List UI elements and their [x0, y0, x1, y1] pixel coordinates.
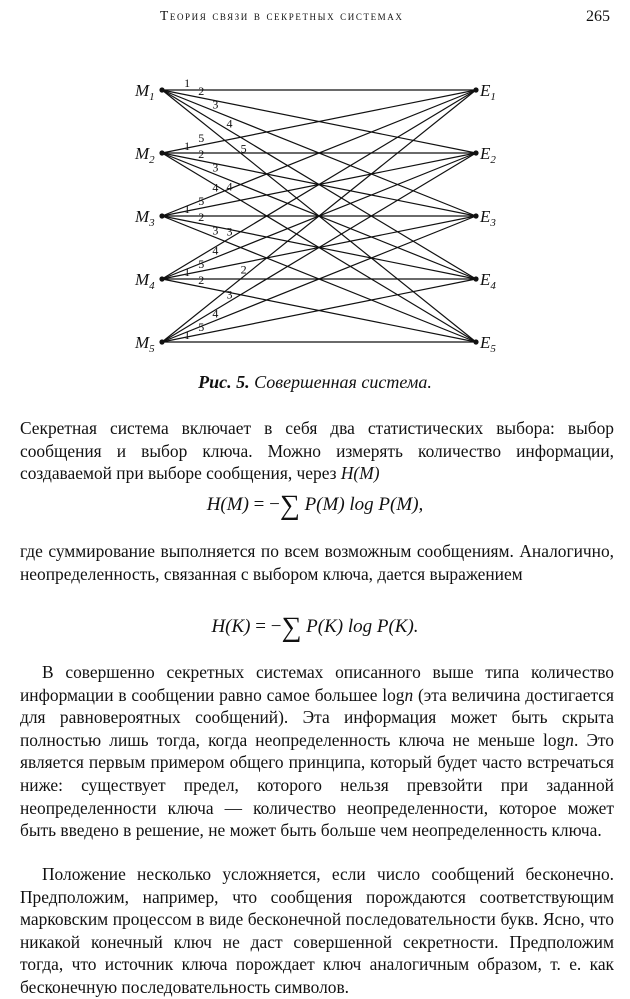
p3-n-2: n	[565, 729, 574, 750]
label-e2: $E_2$	[480, 144, 496, 166]
eq2-sum: ∑	[281, 612, 302, 643]
node-e1	[473, 87, 478, 92]
eq2-minus: −	[270, 616, 282, 637]
formula-entropy-key	[0, 612, 630, 644]
key-label-m1-e4: 4	[226, 116, 233, 131]
key-label-m3-e3: 1	[184, 202, 191, 216]
key-label-m2-e3: 2	[198, 146, 205, 161]
eq1-minus: −	[269, 494, 280, 515]
paragraph-4	[20, 863, 614, 999]
key-label-m3-e4: 2	[198, 209, 205, 224]
paragraph-2	[20, 540, 614, 585]
key-label-m4-e1: 3	[226, 224, 233, 239]
label-m4: $M_4$	[135, 270, 155, 292]
eq1-right: P(M) log P(M),	[304, 494, 424, 515]
node-e4	[473, 276, 478, 281]
key-label-m2-e1: 5	[198, 131, 205, 146]
key-label-m2-e4: 3	[212, 160, 219, 175]
node-e2	[473, 150, 478, 155]
p2-text: где суммирование выполняется по всем возможным сообщениям. Аналогично, неопределенность, связанная с выбором ключа, дается выражением	[20, 541, 614, 584]
eq2-right: P(K) log P(K).	[306, 616, 419, 637]
key-label-m4-e5: 2	[198, 272, 205, 287]
label-m1: $M_1$	[135, 81, 155, 103]
node-m1	[159, 87, 164, 92]
p1-text: Секретная система включает в себя два статистических выбора: выбор сообщения и выбор ключа. Можно измерять количество информации, создаваемой при выборе сообщения, через	[20, 418, 614, 484]
caption-label: Рис. 5.	[198, 372, 250, 392]
key-label-m1-e3: 3	[212, 97, 219, 112]
eq1-left: H(M)	[206, 494, 249, 515]
key-label-m5-e1: 2	[240, 262, 247, 277]
key-label-m5-e2: 3	[226, 287, 233, 302]
running-title: Теория связи в секретных системах	[160, 8, 404, 23]
p3-part-c: . Это является первым примером общего принципа, который будет часто встречаться ниже: существует предел, которого нельзя превзойти при заданной неопределенности ключа — количество неопределенности, которое может быть введено в решение, не может быть больше чем неопределенность ключа.	[20, 729, 614, 841]
key-label-m1-e2: 2	[198, 83, 205, 98]
key-label-m4-e4: 1	[184, 265, 191, 279]
perfect-system-diagram	[0, 62, 630, 362]
p3-n-1: n	[404, 684, 414, 705]
paragraph-3	[20, 661, 614, 842]
page-number: 265	[586, 8, 610, 25]
node-e3	[473, 213, 478, 218]
node-m2	[159, 150, 164, 155]
key-label-m5-e5: 1	[184, 328, 191, 342]
key-label-m3-e5: 3	[212, 223, 219, 238]
caption-text: Совершенная система.	[254, 372, 432, 392]
key-label-m2-e5: 4	[226, 179, 233, 194]
p1-math: H(M)	[340, 463, 380, 484]
eq1-equals: =	[253, 494, 265, 515]
node-e5	[473, 339, 478, 344]
label-e3: $E_3$	[480, 207, 496, 229]
p4-text: Положение несколько усложняется, если число сообщений бесконечно. Предположим, например, что сообщения порождаются соответствующим марковским процессом в виде бесконечной последовательности букв. Ясно, что никакой конечный ключ не даст совершенной секретности. Предположим тогда, что источник ключа порождает ключ аналогичным образом, т. е. как бесконечную последовательность символов.	[20, 864, 614, 997]
node-m4	[159, 276, 164, 281]
key-label-m5-e4: 5	[198, 320, 205, 335]
eq2-equals: =	[255, 616, 266, 637]
key-label-m3-e2: 5	[198, 194, 205, 209]
key-label-m4-e2: 4	[212, 243, 219, 258]
formula-entropy-message	[0, 490, 630, 522]
key-label-m1-e1: 1	[184, 76, 191, 90]
key-label-m3-e1: 4	[212, 180, 219, 195]
node-m5	[159, 339, 164, 344]
node-m3	[159, 213, 164, 218]
page-header	[0, 8, 630, 32]
label-e4: $E_4$	[480, 270, 496, 292]
p3-part-a: В совершенно секретных системах описанного выше типа количество информации в сообщении равно самое большее log	[20, 662, 614, 705]
label-m3: $M_3$	[135, 207, 155, 229]
key-label-m1-e5: 5	[240, 141, 247, 156]
label-e1: $E_1$	[480, 81, 496, 103]
eq1-sum: ∑	[279, 490, 300, 521]
label-e5: $E_5$	[480, 333, 496, 355]
figure-caption	[0, 372, 630, 393]
eq2-left: H(K)	[211, 616, 251, 637]
label-m5: $M_5$	[135, 333, 155, 355]
p3-part-b: (эта величина достигается для равновероятных сообщений). Эта информация может быть скрыта полностью лишь тогда, когда неопределенность ключа не меньше log	[20, 684, 614, 750]
key-label-m2-e2: 1	[184, 139, 191, 153]
edges-group	[162, 76, 476, 342]
key-label-m4-e3: 5	[198, 257, 205, 272]
paragraph-1	[20, 417, 614, 485]
label-m2: $M_2$	[135, 144, 155, 166]
key-label-m5-e3: 4	[212, 306, 219, 321]
